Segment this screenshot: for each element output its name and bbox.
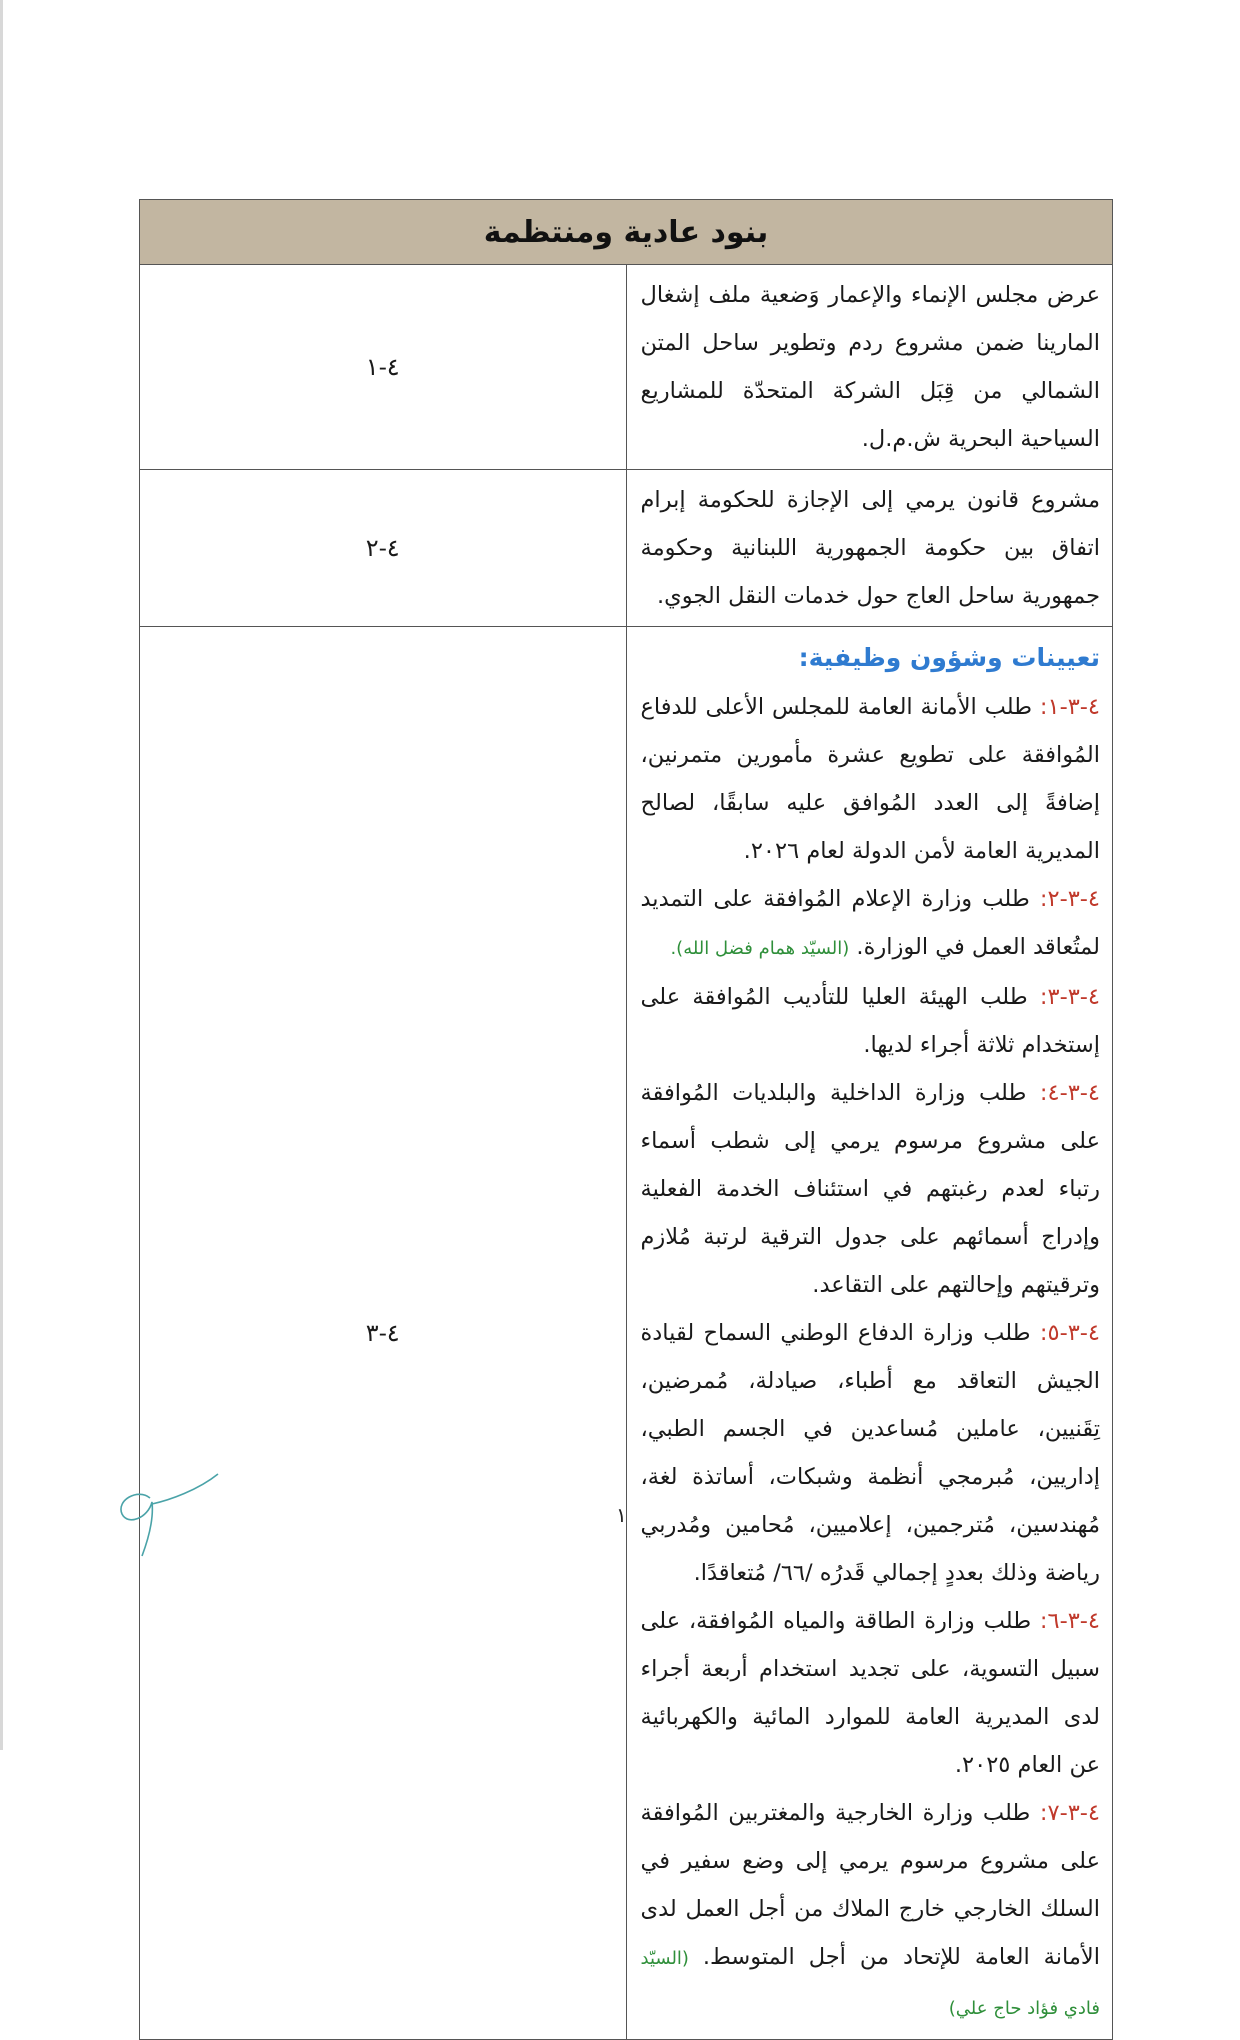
agenda-table [139, 199, 1113, 2040]
row-number: ٤-٣ [140, 627, 627, 2040]
item-number: ٤-٣-٢: [1039, 886, 1100, 912]
table-row [140, 265, 1113, 470]
list-item [641, 875, 1101, 973]
item-text: طلب وزارة الدفاع الوطني السماح لقيادة الجيش التعاقد مع أطباء، صيادلة، مُمرضين، تِقَنيين، عاملين مُساعدين في الجسم الطبي، إداريين، مُبرمجي أنظمة وشبكات، أساتذة لغة، مُهندسين، مُترجمين، إعلاميين، مُحامين ومُدربي رياضة وذلك بعددٍ إجمالي قَدرُه /٦٦/ مُتعاقدًا. [640, 1320, 1100, 1586]
row-content [626, 470, 1113, 627]
page-number: ١ [616, 1503, 627, 1527]
item-note: (السيّد فادي فؤاد حاج علي) [640, 1948, 1100, 2019]
item-number: ٤-٣-٣: [1039, 984, 1100, 1010]
page-edge-shadow [0, 0, 3, 1750]
list-item [641, 1789, 1101, 2033]
row-text: مشروع قانون يرمي إلى الإجازة للحكومة إبرام اتفاق بين حكومة الجمهورية اللبنانية وحكومة جمهورية ساحل العاج حول خدمات النقل الجوي. [640, 487, 1100, 609]
item-number: ٤-٣-١: [1039, 694, 1100, 720]
item-number: ٤-٣-٤: [1039, 1080, 1100, 1106]
list-item [641, 1309, 1101, 1597]
list-item [641, 1597, 1101, 1789]
table-row [140, 470, 1113, 627]
row-content [626, 627, 1113, 2040]
list-item [641, 683, 1101, 875]
item-text: طلب وزارة الإعلام المُوافقة على التمديد لمتُعاقد العمل في الوزارة. [640, 886, 1100, 960]
table-header-row [140, 200, 1113, 265]
item-number: ٤-٣-٥: [1039, 1320, 1100, 1346]
row-number: ٤-١ [140, 265, 627, 470]
list-item [641, 1069, 1101, 1309]
row-number: ٤-٢ [140, 470, 627, 627]
table-row [140, 627, 1113, 2040]
row-text: عرض مجلس الإنماء والإعمار وَضعية ملف إشغال المارينا ضمن مشروع ردم وتطوير ساحل المتن الشمالي من قِبَل الشركة المتحدّة للمشاريع السياحية البحرية ش.م.ل. [640, 282, 1100, 452]
item-text: طلب وزارة الخارجية والمغتربين المُوافقة على مشروع مرسوم يرمي إلى وضع سفير في السلك الخارجي خارج الملاك من أجل العمل لدى الأمانة العامة للإتحاد من أجل المتوسط. [640, 1800, 1100, 1970]
item-number: ٤-٣-٦: [1039, 1608, 1100, 1634]
handwritten-signature [108, 1470, 228, 1560]
table-header: بنود عادية ومنتظمة [140, 200, 1113, 265]
row-content [626, 265, 1113, 470]
item-number: ٤-٣-٧: [1039, 1800, 1100, 1826]
item-text: طلب وزارة الطاقة والمياه المُوافقة، على سبيل التسوية، على تجديد استخدام أربعة أجراء لدى المديرية العامة للموارد المائية والكهربائية عن العام ٢٠٢٥. [640, 1608, 1100, 1778]
item-text: طلب الأمانة العامة للمجلس الأعلى للدفاع المُوافقة على تطويع عشرة مأمورين متمرنين، إضافةً إلى العدد المُوافق عليه سابقًا، لصالح المديرية العامة لأمن الدولة لعام ٢٠٢٦. [640, 694, 1100, 864]
section-title: تعيينات وشؤون وظيفية: [798, 643, 1100, 672]
item-text: طلب وزارة الداخلية والبلديات المُوافقة على مشروع مرسوم يرمي إلى شطب أسماء رتباء لعدم رغبتهم في استئناف الخدمة الفعلية وإدراج أسمائهم على جدول الترقية لرتبة مُلازم وترقيتهم وإحالتهم على التقاعد. [640, 1080, 1100, 1298]
item-note: (السيّد همام فضل الله). [670, 938, 850, 959]
item-text: طلب الهيئة العليا للتأديب المُوافقة على إستخدام ثلاثة أجراء لديها. [640, 984, 1100, 1058]
list-item [641, 973, 1101, 1069]
